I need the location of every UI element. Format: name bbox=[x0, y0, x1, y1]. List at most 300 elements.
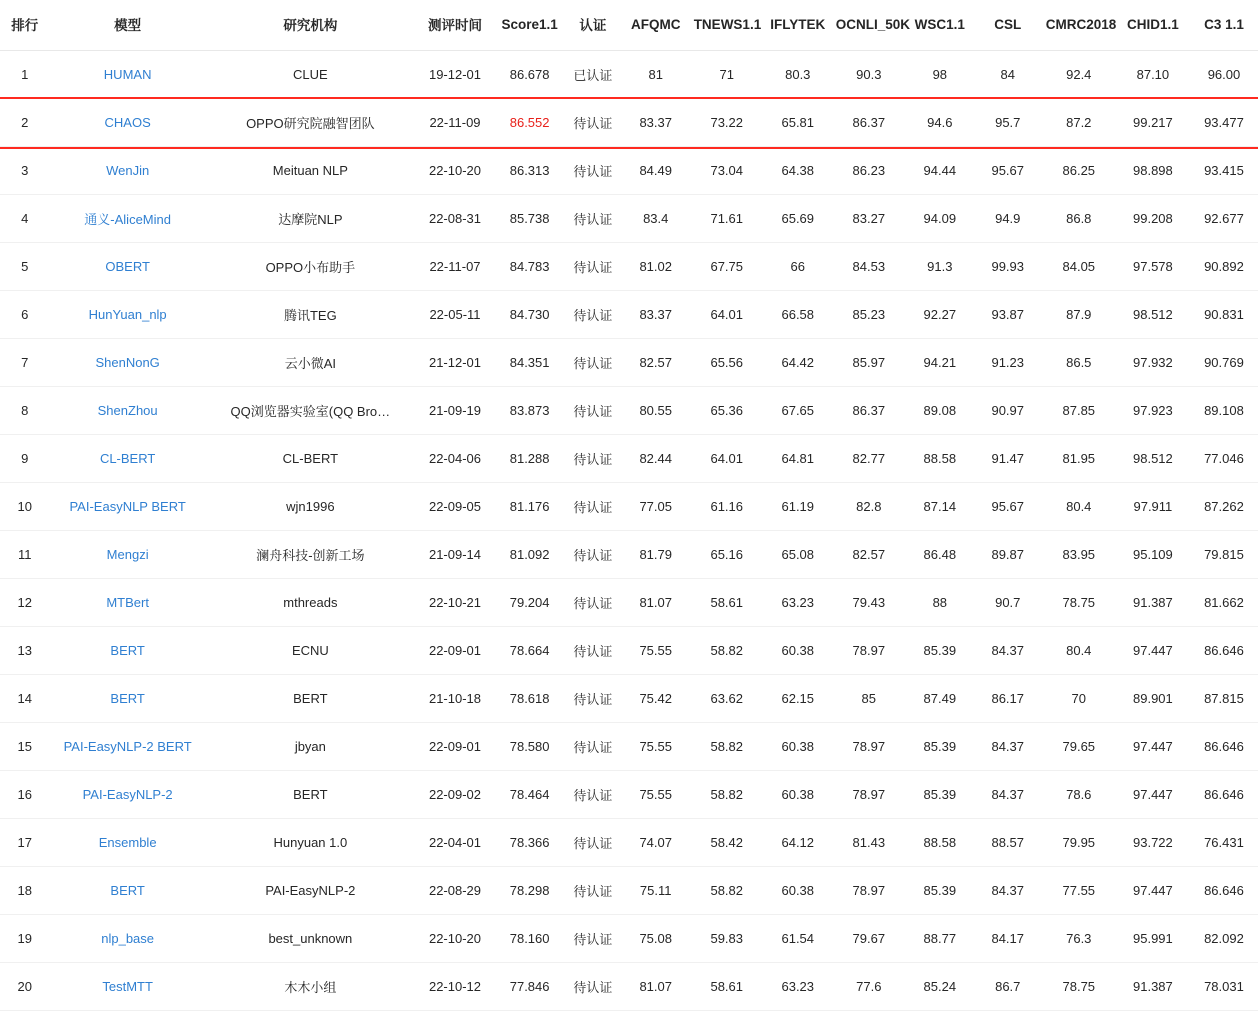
afqmc-cell: 75.55 bbox=[622, 723, 690, 771]
afqmc-cell: 74.07 bbox=[622, 819, 690, 867]
column-header-c3[interactable]: C3 1.1 bbox=[1190, 0, 1258, 51]
table-row[interactable] bbox=[0, 963, 1258, 1011]
afqmc-cell: 75.08 bbox=[622, 915, 690, 963]
date-cell: 21-09-19 bbox=[415, 387, 495, 435]
org-label: 云小微AI bbox=[284, 356, 336, 371]
table-row[interactable] bbox=[0, 579, 1258, 627]
model-link[interactable]: nlp_base bbox=[101, 931, 155, 946]
chid-cell: 97.911 bbox=[1116, 483, 1190, 531]
rank-cell: 12 bbox=[0, 579, 49, 627]
csl-cell: 95.67 bbox=[974, 483, 1042, 531]
model-cell bbox=[49, 483, 205, 531]
csl-cell: 84.17 bbox=[974, 915, 1042, 963]
org-label: jbyan bbox=[294, 739, 326, 754]
cmrc-cell: 80.4 bbox=[1042, 627, 1116, 675]
ocnli-cell: 90.3 bbox=[832, 51, 906, 99]
model-cell bbox=[49, 531, 205, 579]
org-label: 腾讯TEG bbox=[283, 308, 337, 323]
csl-cell: 94.9 bbox=[974, 195, 1042, 243]
column-header-rank[interactable]: 排行 bbox=[0, 0, 49, 51]
wsc-cell: 94.44 bbox=[906, 147, 974, 195]
csl-cell: 89.87 bbox=[974, 531, 1042, 579]
cert-cell: 待认证 bbox=[564, 435, 622, 483]
c3-cell: 87.262 bbox=[1190, 483, 1258, 531]
table-row[interactable] bbox=[0, 627, 1258, 675]
org-cell bbox=[206, 387, 415, 435]
chid-cell: 95.109 bbox=[1116, 531, 1190, 579]
org-label: CL-BERT bbox=[282, 451, 339, 466]
score-cell: 78.580 bbox=[495, 723, 564, 771]
org-label: QQ浏览器实验室(QQ Bro… bbox=[230, 404, 391, 419]
rank-cell: 20 bbox=[0, 963, 49, 1011]
chid-cell: 97.447 bbox=[1116, 627, 1190, 675]
column-header-iflytek[interactable]: IFLYTEK bbox=[764, 0, 832, 51]
cmrc-cell: 78.75 bbox=[1042, 963, 1116, 1011]
tnews-cell: 58.61 bbox=[690, 963, 764, 1011]
wsc-cell: 85.39 bbox=[906, 627, 974, 675]
wsc-cell: 89.08 bbox=[906, 387, 974, 435]
rank-cell: 5 bbox=[0, 243, 49, 291]
tnews-cell: 65.16 bbox=[690, 531, 764, 579]
ocnli-cell: 85.97 bbox=[832, 339, 906, 387]
org-cell bbox=[206, 963, 415, 1011]
wsc-cell: 85.39 bbox=[906, 723, 974, 771]
table-row[interactable] bbox=[0, 387, 1258, 435]
model-link[interactable]: MTBert bbox=[106, 595, 149, 610]
cert-cell: 待认证 bbox=[564, 771, 622, 819]
cert-cell: 待认证 bbox=[564, 147, 622, 195]
chid-cell: 91.387 bbox=[1116, 579, 1190, 627]
rank-cell: 13 bbox=[0, 627, 49, 675]
cmrc-cell: 87.9 bbox=[1042, 291, 1116, 339]
csl-cell: 86.17 bbox=[974, 675, 1042, 723]
afqmc-cell: 81 bbox=[622, 51, 690, 99]
score-cell: 84.730 bbox=[495, 291, 564, 339]
score-cell: 78.664 bbox=[495, 627, 564, 675]
wsc-cell: 87.14 bbox=[906, 483, 974, 531]
csl-cell: 84.37 bbox=[974, 627, 1042, 675]
wsc-cell: 85.39 bbox=[906, 771, 974, 819]
table-row[interactable] bbox=[0, 291, 1258, 339]
ocnli-cell: 86.37 bbox=[832, 387, 906, 435]
score-cell: 78.366 bbox=[495, 819, 564, 867]
wsc-cell: 98 bbox=[906, 51, 974, 99]
ocnli-cell: 84.53 bbox=[832, 243, 906, 291]
iflytek-cell: 64.12 bbox=[764, 819, 832, 867]
org-cell bbox=[206, 99, 415, 147]
score-cell: 81.092 bbox=[495, 531, 564, 579]
wsc-cell: 88.77 bbox=[906, 915, 974, 963]
cmrc-cell: 80.4 bbox=[1042, 483, 1116, 531]
afqmc-cell: 83.37 bbox=[622, 99, 690, 147]
cmrc-cell: 87.2 bbox=[1042, 99, 1116, 147]
cmrc-cell: 92.4 bbox=[1042, 51, 1116, 99]
model-cell bbox=[49, 387, 205, 435]
ocnli-cell: 77.6 bbox=[832, 963, 906, 1011]
date-cell: 22-10-20 bbox=[415, 915, 495, 963]
csl-cell: 93.87 bbox=[974, 291, 1042, 339]
cert-cell: 待认证 bbox=[564, 579, 622, 627]
tnews-cell: 58.82 bbox=[690, 771, 764, 819]
cert-cell: 待认证 bbox=[564, 243, 622, 291]
csl-cell: 88.57 bbox=[974, 819, 1042, 867]
model-link[interactable]: HunYuan_nlp bbox=[88, 307, 167, 322]
csl-cell: 91.23 bbox=[974, 339, 1042, 387]
rank-cell: 16 bbox=[0, 771, 49, 819]
cmrc-cell: 83.95 bbox=[1042, 531, 1116, 579]
wsc-cell: 91.3 bbox=[906, 243, 974, 291]
cmrc-cell: 87.85 bbox=[1042, 387, 1116, 435]
org-label: 达摩院NLP bbox=[278, 212, 343, 227]
table-row[interactable] bbox=[0, 339, 1258, 387]
csl-cell: 86.7 bbox=[974, 963, 1042, 1011]
chid-cell: 97.447 bbox=[1116, 867, 1190, 915]
c3-cell: 86.646 bbox=[1190, 867, 1258, 915]
table-row-highlighted[interactable] bbox=[0, 99, 1258, 147]
c3-cell: 82.092 bbox=[1190, 915, 1258, 963]
model-cell bbox=[49, 915, 205, 963]
org-label: 澜舟科技-创新工场 bbox=[256, 548, 365, 563]
ocnli-cell: 78.97 bbox=[832, 771, 906, 819]
model-cell bbox=[49, 963, 205, 1011]
score-cell: 78.464 bbox=[495, 771, 564, 819]
table-row[interactable] bbox=[0, 531, 1258, 579]
cert-cell: 待认证 bbox=[564, 675, 622, 723]
date-cell: 22-10-12 bbox=[415, 963, 495, 1011]
iflytek-cell: 66.58 bbox=[764, 291, 832, 339]
rank-cell: 18 bbox=[0, 867, 49, 915]
c3-cell: 86.646 bbox=[1190, 771, 1258, 819]
wsc-cell: 86.48 bbox=[906, 531, 974, 579]
iflytek-cell: 60.38 bbox=[764, 627, 832, 675]
table-body bbox=[0, 51, 1258, 1011]
model-link[interactable]: Ensemble bbox=[98, 835, 157, 850]
csl-cell: 84.37 bbox=[974, 771, 1042, 819]
org-cell bbox=[206, 675, 415, 723]
table-row[interactable] bbox=[0, 867, 1258, 915]
table-row[interactable] bbox=[0, 771, 1258, 819]
chid-cell: 98.512 bbox=[1116, 291, 1190, 339]
model-link[interactable]: Mengzi bbox=[106, 547, 149, 562]
date-cell: 22-08-31 bbox=[415, 195, 495, 243]
column-header-wsc[interactable]: WSC1.1 bbox=[906, 0, 974, 51]
rank-cell: 11 bbox=[0, 531, 49, 579]
column-header-csl[interactable]: CSL bbox=[974, 0, 1042, 51]
iflytek-cell: 65.08 bbox=[764, 531, 832, 579]
table-header bbox=[0, 0, 1258, 51]
tnews-cell: 65.56 bbox=[690, 339, 764, 387]
iflytek-cell: 67.65 bbox=[764, 387, 832, 435]
rank-cell: 9 bbox=[0, 435, 49, 483]
afqmc-cell: 75.55 bbox=[622, 627, 690, 675]
score-cell: 78.160 bbox=[495, 915, 564, 963]
org-label: ECNU bbox=[291, 643, 329, 658]
org-cell bbox=[206, 147, 415, 195]
rank-cell: 1 bbox=[0, 51, 49, 99]
model-cell bbox=[49, 867, 205, 915]
model-link[interactable]: BERT bbox=[110, 691, 145, 706]
chid-cell: 97.932 bbox=[1116, 339, 1190, 387]
c3-cell: 90.892 bbox=[1190, 243, 1258, 291]
score-cell: 86.552 bbox=[495, 99, 564, 147]
column-header-cert[interactable]: 认证 bbox=[564, 0, 622, 51]
model-cell bbox=[49, 339, 205, 387]
afqmc-cell: 75.42 bbox=[622, 675, 690, 723]
cert-cell: 待认证 bbox=[564, 99, 622, 147]
model-cell bbox=[49, 195, 205, 243]
org-cell bbox=[206, 51, 415, 99]
cmrc-cell: 86.5 bbox=[1042, 339, 1116, 387]
tnews-cell: 58.82 bbox=[690, 627, 764, 675]
rank-cell: 15 bbox=[0, 723, 49, 771]
score-cell: 78.618 bbox=[495, 675, 564, 723]
org-cell bbox=[206, 915, 415, 963]
cmrc-cell: 86.25 bbox=[1042, 147, 1116, 195]
model-cell bbox=[49, 291, 205, 339]
cmrc-cell: 70 bbox=[1042, 675, 1116, 723]
tnews-cell: 65.36 bbox=[690, 387, 764, 435]
iflytek-cell: 64.42 bbox=[764, 339, 832, 387]
cert-cell: 待认证 bbox=[564, 819, 622, 867]
org-cell bbox=[206, 291, 415, 339]
score-cell: 81.288 bbox=[495, 435, 564, 483]
model-cell bbox=[49, 579, 205, 627]
ocnli-cell: 81.43 bbox=[832, 819, 906, 867]
afqmc-cell: 81.07 bbox=[622, 963, 690, 1011]
cmrc-cell: 76.3 bbox=[1042, 915, 1116, 963]
afqmc-cell: 83.37 bbox=[622, 291, 690, 339]
score-cell: 78.298 bbox=[495, 867, 564, 915]
table-row[interactable] bbox=[0, 675, 1258, 723]
model-link[interactable]: 通义-AliceMind bbox=[84, 212, 171, 227]
csl-cell: 84.37 bbox=[974, 867, 1042, 915]
cmrc-cell: 78.6 bbox=[1042, 771, 1116, 819]
date-cell: 22-08-29 bbox=[415, 867, 495, 915]
c3-cell: 93.415 bbox=[1190, 147, 1258, 195]
afqmc-cell: 81.02 bbox=[622, 243, 690, 291]
tnews-cell: 58.82 bbox=[690, 723, 764, 771]
org-cell bbox=[206, 819, 415, 867]
ocnli-cell: 79.67 bbox=[832, 915, 906, 963]
model-link[interactable]: CL-BERT bbox=[99, 451, 156, 466]
cmrc-cell: 78.75 bbox=[1042, 579, 1116, 627]
model-link[interactable]: PAI-EasyNLP-2 bbox=[82, 787, 173, 802]
date-cell: 22-11-09 bbox=[415, 99, 495, 147]
c3-cell: 79.815 bbox=[1190, 531, 1258, 579]
model-link[interactable]: CHAOS bbox=[104, 115, 151, 130]
model-cell bbox=[49, 99, 205, 147]
org-cell bbox=[206, 339, 415, 387]
rank-cell: 10 bbox=[0, 483, 49, 531]
cmrc-cell: 84.05 bbox=[1042, 243, 1116, 291]
cmrc-cell: 86.8 bbox=[1042, 195, 1116, 243]
org-cell bbox=[206, 723, 415, 771]
table-row[interactable] bbox=[0, 51, 1258, 99]
model-cell bbox=[49, 435, 205, 483]
tnews-cell: 71 bbox=[690, 51, 764, 99]
tnews-cell: 73.04 bbox=[690, 147, 764, 195]
model-cell bbox=[49, 675, 205, 723]
column-header-cmrc[interactable]: CMRC2018 bbox=[1042, 0, 1116, 51]
tnews-cell: 63.62 bbox=[690, 675, 764, 723]
rank-cell: 3 bbox=[0, 147, 49, 195]
column-header-afqmc[interactable]: AFQMC bbox=[622, 0, 690, 51]
ocnli-cell: 82.8 bbox=[832, 483, 906, 531]
org-cell bbox=[206, 531, 415, 579]
date-cell: 22-09-01 bbox=[415, 723, 495, 771]
tnews-cell: 73.22 bbox=[690, 99, 764, 147]
cert-cell: 待认证 bbox=[564, 627, 622, 675]
c3-cell: 92.677 bbox=[1190, 195, 1258, 243]
rank-cell: 19 bbox=[0, 915, 49, 963]
date-cell: 22-09-01 bbox=[415, 627, 495, 675]
table-row[interactable] bbox=[0, 819, 1258, 867]
wsc-cell: 85.24 bbox=[906, 963, 974, 1011]
column-header-ocnli[interactable]: OCNLI_50K bbox=[832, 0, 906, 51]
afqmc-cell: 75.55 bbox=[622, 771, 690, 819]
org-label: wjn1996 bbox=[286, 499, 335, 514]
org-cell bbox=[206, 867, 415, 915]
wsc-cell: 88.58 bbox=[906, 819, 974, 867]
ocnli-cell: 85 bbox=[832, 675, 906, 723]
wsc-cell: 88.58 bbox=[906, 435, 974, 483]
org-cell bbox=[206, 195, 415, 243]
model-link[interactable]: OBERT bbox=[105, 259, 150, 274]
tnews-cell: 61.16 bbox=[690, 483, 764, 531]
ocnli-cell: 78.97 bbox=[832, 867, 906, 915]
column-header-score[interactable]: Score1.1 bbox=[495, 0, 564, 51]
iflytek-cell: 63.23 bbox=[764, 579, 832, 627]
date-cell: 19-12-01 bbox=[415, 51, 495, 99]
afqmc-cell: 84.49 bbox=[622, 147, 690, 195]
iflytek-cell: 63.23 bbox=[764, 963, 832, 1011]
csl-cell: 90.7 bbox=[974, 579, 1042, 627]
column-header-model[interactable]: 模型 bbox=[49, 0, 205, 51]
org-cell bbox=[206, 771, 415, 819]
column-header-chid[interactable]: CHID1.1 bbox=[1116, 0, 1190, 51]
model-link[interactable]: TestMTT bbox=[102, 979, 153, 994]
date-cell: 22-04-01 bbox=[415, 819, 495, 867]
model-link[interactable]: HUMAN bbox=[103, 67, 152, 82]
table-row[interactable] bbox=[0, 195, 1258, 243]
score-cell: 86.678 bbox=[495, 51, 564, 99]
c3-cell: 76.431 bbox=[1190, 819, 1258, 867]
model-cell bbox=[49, 723, 205, 771]
ocnli-cell: 83.27 bbox=[832, 195, 906, 243]
date-cell: 22-11-07 bbox=[415, 243, 495, 291]
date-cell: 21-12-01 bbox=[415, 339, 495, 387]
csl-cell: 90.97 bbox=[974, 387, 1042, 435]
model-cell bbox=[49, 243, 205, 291]
score-cell: 79.204 bbox=[495, 579, 564, 627]
ocnli-cell: 78.97 bbox=[832, 627, 906, 675]
iflytek-cell: 66 bbox=[764, 243, 832, 291]
score-cell: 86.313 bbox=[495, 147, 564, 195]
org-cell bbox=[206, 243, 415, 291]
iflytek-cell: 64.81 bbox=[764, 435, 832, 483]
table-row[interactable] bbox=[0, 147, 1258, 195]
date-cell: 22-04-06 bbox=[415, 435, 495, 483]
table-row[interactable] bbox=[0, 915, 1258, 963]
chid-cell: 98.898 bbox=[1116, 147, 1190, 195]
csl-cell: 99.93 bbox=[974, 243, 1042, 291]
iflytek-cell: 61.54 bbox=[764, 915, 832, 963]
ocnli-cell: 82.57 bbox=[832, 531, 906, 579]
tnews-cell: 64.01 bbox=[690, 291, 764, 339]
org-label: mthreads bbox=[283, 595, 338, 610]
iflytek-cell: 80.3 bbox=[764, 51, 832, 99]
org-label: BERT bbox=[293, 787, 328, 802]
model-link[interactable]: WenJin bbox=[106, 163, 150, 178]
org-cell bbox=[206, 579, 415, 627]
wsc-cell: 87.49 bbox=[906, 675, 974, 723]
chid-cell: 98.512 bbox=[1116, 435, 1190, 483]
table-row[interactable] bbox=[0, 243, 1258, 291]
ocnli-cell: 85.23 bbox=[832, 291, 906, 339]
table-row[interactable] bbox=[0, 483, 1258, 531]
chid-cell: 93.722 bbox=[1116, 819, 1190, 867]
column-header-org[interactable]: 研究机构 bbox=[206, 0, 415, 51]
tnews-cell: 58.61 bbox=[690, 579, 764, 627]
c3-cell: 90.831 bbox=[1190, 291, 1258, 339]
afqmc-cell: 83.4 bbox=[622, 195, 690, 243]
iflytek-cell: 60.38 bbox=[764, 867, 832, 915]
cmrc-cell: 79.95 bbox=[1042, 819, 1116, 867]
wsc-cell: 85.39 bbox=[906, 867, 974, 915]
chid-cell: 99.208 bbox=[1116, 195, 1190, 243]
rank-cell: 8 bbox=[0, 387, 49, 435]
score-cell: 81.176 bbox=[495, 483, 564, 531]
tnews-cell: 71.61 bbox=[690, 195, 764, 243]
tnews-cell: 58.82 bbox=[690, 867, 764, 915]
model-link[interactable]: PAI-EasyNLP-2 BERT bbox=[63, 739, 192, 754]
model-link[interactable]: PAI-EasyNLP BERT bbox=[69, 499, 186, 514]
ocnli-cell: 86.37 bbox=[832, 99, 906, 147]
table-row[interactable] bbox=[0, 435, 1258, 483]
iflytek-cell: 61.19 bbox=[764, 483, 832, 531]
column-header-date[interactable]: 测评时间 bbox=[415, 0, 495, 51]
org-label: OPPO研究院融智团队 bbox=[246, 116, 375, 131]
model-link[interactable]: BERT bbox=[110, 883, 145, 898]
iflytek-cell: 65.69 bbox=[764, 195, 832, 243]
model-link[interactable]: ShenNonG bbox=[95, 355, 160, 370]
model-link[interactable]: BERT bbox=[110, 643, 145, 658]
csl-cell: 84.37 bbox=[974, 723, 1042, 771]
cert-cell: 待认证 bbox=[564, 867, 622, 915]
org-label: Hunyuan 1.0 bbox=[273, 835, 348, 850]
cert-cell: 待认证 bbox=[564, 963, 622, 1011]
org-label: PAI-EasyNLP-2 bbox=[265, 883, 356, 898]
table-row[interactable] bbox=[0, 723, 1258, 771]
column-header-tnews[interactable]: TNEWS1.1 bbox=[690, 0, 764, 51]
ocnli-cell: 78.97 bbox=[832, 723, 906, 771]
wsc-cell: 94.09 bbox=[906, 195, 974, 243]
tnews-cell: 64.01 bbox=[690, 435, 764, 483]
score-cell: 85.738 bbox=[495, 195, 564, 243]
csl-cell: 84 bbox=[974, 51, 1042, 99]
org-label: best_unknown bbox=[268, 931, 353, 946]
score-cell: 84.783 bbox=[495, 243, 564, 291]
org-label: 木木小组 bbox=[284, 980, 337, 995]
iflytek-cell: 62.15 bbox=[764, 675, 832, 723]
csl-cell: 95.67 bbox=[974, 147, 1042, 195]
model-link[interactable]: ShenZhou bbox=[97, 403, 158, 418]
model-cell bbox=[49, 627, 205, 675]
afqmc-cell: 77.05 bbox=[622, 483, 690, 531]
cert-cell: 待认证 bbox=[564, 483, 622, 531]
chid-cell: 97.447 bbox=[1116, 771, 1190, 819]
cert-cell: 待认证 bbox=[564, 291, 622, 339]
